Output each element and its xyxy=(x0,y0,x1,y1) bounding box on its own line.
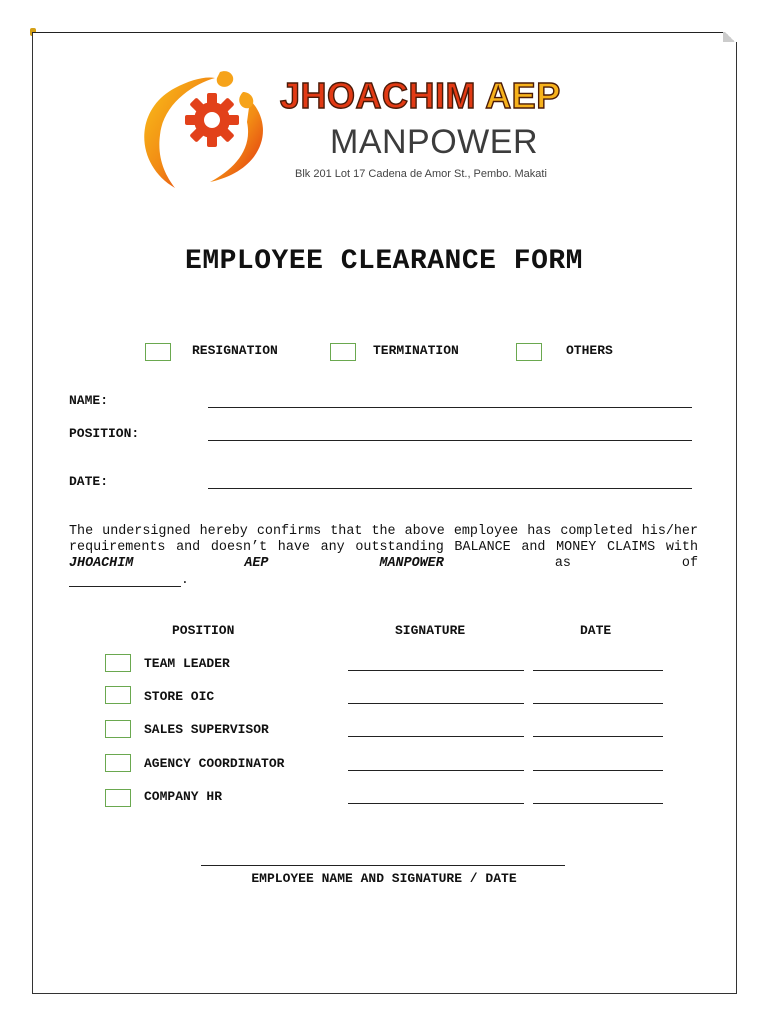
name-field[interactable] xyxy=(208,407,692,408)
company-hr-signature-field[interactable] xyxy=(348,803,524,804)
statement-date-line xyxy=(69,572,189,587)
store-oic-date-field[interactable] xyxy=(533,703,663,704)
name-label: NAME: xyxy=(69,393,109,408)
statement-period: . xyxy=(181,572,189,587)
resignation-label: RESIGNATION xyxy=(192,343,278,358)
company-name-part1: JHOACHIM xyxy=(280,75,477,116)
employee-signature-field[interactable] xyxy=(201,865,565,866)
position-label: POSITION: xyxy=(69,426,140,441)
form-title: EMPLOYEE CLEARANCE FORM xyxy=(185,246,583,277)
company-address: Blk 201 Lot 17 Cadena de Amor St., Pembo. Makati xyxy=(295,168,547,180)
team-leader-label: TEAM LEADER xyxy=(144,656,230,671)
employee-signature-label: EMPLOYEE NAME AND SIGNATURE / DATE xyxy=(251,871,517,886)
others-checkbox[interactable] xyxy=(516,343,542,361)
header-position: POSITION xyxy=(172,623,235,638)
store-oic-label: STORE OIC xyxy=(144,689,215,704)
resignation-checkbox[interactable] xyxy=(145,343,171,361)
company-hr-date-field[interactable] xyxy=(533,803,663,804)
company-hr-label: COMPANY HR xyxy=(144,789,223,804)
position-field[interactable] xyxy=(208,440,692,441)
agency-coordinator-label: AGENCY COORDINATOR xyxy=(144,756,285,771)
team-leader-date-field[interactable] xyxy=(533,670,663,671)
header-signature: SIGNATURE xyxy=(395,623,466,638)
team-leader-checkbox[interactable] xyxy=(105,654,131,672)
termination-checkbox[interactable] xyxy=(330,343,356,361)
as-of-date-field[interactable] xyxy=(69,574,181,587)
statement-text: The undersigned hereby confirms that the above employee has completed his/her requirements and doesn’t have any outstanding BALANCE and MONEY CLAIMS with xyxy=(69,524,698,555)
clearance-statement xyxy=(69,524,698,572)
others-label: OTHERS xyxy=(566,343,613,358)
sales-supervisor-label: SALES SUPERVISOR xyxy=(144,722,269,737)
termination-label: TERMINATION xyxy=(373,343,459,358)
team-leader-signature-field[interactable] xyxy=(348,670,524,671)
company-name-part2: AEP xyxy=(485,75,561,116)
gear-swoosh-logo-icon xyxy=(135,70,270,190)
statement-as-of: as of xyxy=(554,556,698,571)
store-oic-signature-field[interactable] xyxy=(348,703,524,704)
statement-company: JHOACHIM AEP MANPOWER xyxy=(69,556,444,571)
company-name xyxy=(280,76,561,116)
company-logo xyxy=(135,70,605,190)
agency-coordinator-date-field[interactable] xyxy=(533,770,663,771)
sales-supervisor-date-field[interactable] xyxy=(533,736,663,737)
agency-coordinator-signature-field[interactable] xyxy=(348,770,524,771)
date-field[interactable] xyxy=(208,488,692,489)
company-subtitle: MANPOWER xyxy=(330,123,538,161)
header-date: DATE xyxy=(580,623,612,638)
sales-supervisor-checkbox[interactable] xyxy=(105,720,131,738)
store-oic-checkbox[interactable] xyxy=(105,686,131,704)
agency-coordinator-checkbox[interactable] xyxy=(105,754,131,772)
page-fold xyxy=(723,32,737,42)
sales-supervisor-signature-field[interactable] xyxy=(348,736,524,737)
date-label: DATE: xyxy=(69,474,109,489)
company-hr-checkbox[interactable] xyxy=(105,789,131,807)
